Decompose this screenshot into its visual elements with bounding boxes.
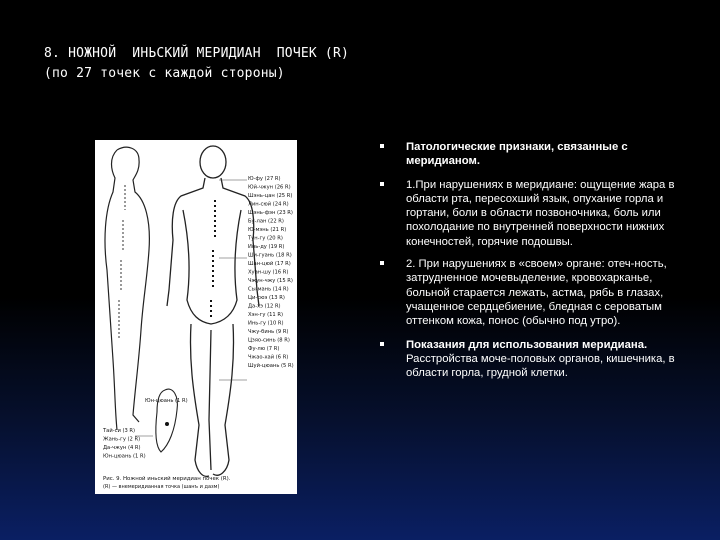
title-line-1: 8. НОЖНОЙ ИНЬСКИЙ МЕРИДИАН ПОЧЕК (R) — [44, 46, 350, 61]
side-profile-meridian-line — [119, 185, 125, 340]
point-label: Сы-мань (14 R) — [248, 286, 289, 293]
point-label: Бу-лан (22 R) — [248, 218, 284, 225]
point-label: Тун-гу (20 R) — [248, 235, 283, 242]
side-profile-figure — [105, 147, 149, 430]
point-label: Чжу-бинь (9 R) — [248, 329, 289, 335]
point-label: Юн-цюань (1 R) — [103, 453, 146, 460]
meridian-figure — [95, 140, 297, 494]
point-label: Хэн-гу (11 R) — [248, 312, 284, 318]
bullet-text: 2. При нарушениях в «своем» органе: отеч-ность, затрудненное мочевыделение, кровохарканье, больной старается лежать, астма, рябь в глазах, учащенное сердцебиение, бледная с сероватым оттенком кожа, понос (обычно под утро). — [406, 258, 667, 328]
bullet-bold: Показания для использования меридиана. — [406, 338, 648, 351]
point-label: Да-хэ (12 R) — [248, 303, 281, 310]
left-point-labels — [102, 427, 146, 460]
point-label: Ши-гуань (18 R) — [248, 252, 292, 259]
bullet-text: Расстройства моче-половых органов, кишечника, в области горла, грудной клетки. — [406, 352, 675, 380]
bullet-marker — [380, 144, 384, 148]
point-label: Хуан-шу (16 R) — [248, 269, 289, 276]
bullet-item — [380, 140, 680, 169]
point-label: Шэнь-цан (25 R) — [248, 193, 293, 199]
slide-title — [44, 44, 349, 84]
body-diagram — [95, 140, 297, 494]
point-label: Юй-чжун (26 R) — [248, 184, 291, 191]
point-label: Инь-ду (19 R) — [248, 244, 285, 250]
figure-caption-line-1: Рис. 9. Ножной иньский меридиан почек (R). — [103, 476, 231, 482]
point-label: Фу-лю (7 R) — [248, 346, 280, 352]
point-label: Тай-си (3 R) — [103, 428, 136, 434]
bullet-marker — [380, 182, 384, 186]
point-label: Да-чжун (4 R) — [103, 445, 141, 451]
bullet-marker — [380, 261, 384, 265]
bullet-list — [380, 140, 680, 390]
point-label: Инь-гу (10 R) — [248, 320, 284, 327]
point-label: Жань-гу (2 R) — [103, 436, 141, 443]
title-line-2: (по 27 точек с каждой стороны) — [44, 66, 285, 81]
point-label: Шан-цюй (17 R) — [248, 261, 291, 267]
bullet-item — [380, 178, 680, 249]
bullet-bold: Патологические признаки, связанные с меридианом. — [406, 141, 628, 168]
foot-point — [165, 422, 169, 426]
point-label: Цзяо-синь (8 R) — [248, 337, 290, 344]
point-label: Шэнь-фэн (23 R) — [248, 210, 293, 216]
point-label: Ци-сюэ (13 R) — [248, 295, 285, 301]
right-point-labels — [247, 176, 294, 369]
point-label: Чжун-чжу (15 R) — [248, 278, 293, 284]
back-label: Юн-цюань (1 R) — [145, 398, 188, 404]
point-label: Шуй-цюань (5 R) — [248, 363, 294, 369]
front-body-figure — [167, 146, 259, 476]
point-label: Лин-сюй (24 R) — [248, 201, 289, 208]
figure-caption-line-2: (R) — внемеридианная точка (шанъ и дазм) — [103, 484, 220, 490]
point-label: Чжао-хай (6 R) — [248, 354, 289, 361]
point-label: Ю-мэнь (21 R) — [248, 227, 287, 233]
bullet-item — [380, 257, 680, 328]
bullet-text: 1.При нарушениях в меридиане: ощущение жара в области рта, пересохший язык, опухание горла и гортани, боли в области позвоночника, боль или похолодание по внутренней поверхности нижних конечностей, горячие подошвы. — [406, 178, 675, 248]
bullet-item — [380, 338, 680, 381]
front-meridian-line — [211, 200, 215, 320]
point-label: Ю-фу (27 R) — [248, 176, 281, 182]
bullet-marker — [380, 342, 384, 346]
